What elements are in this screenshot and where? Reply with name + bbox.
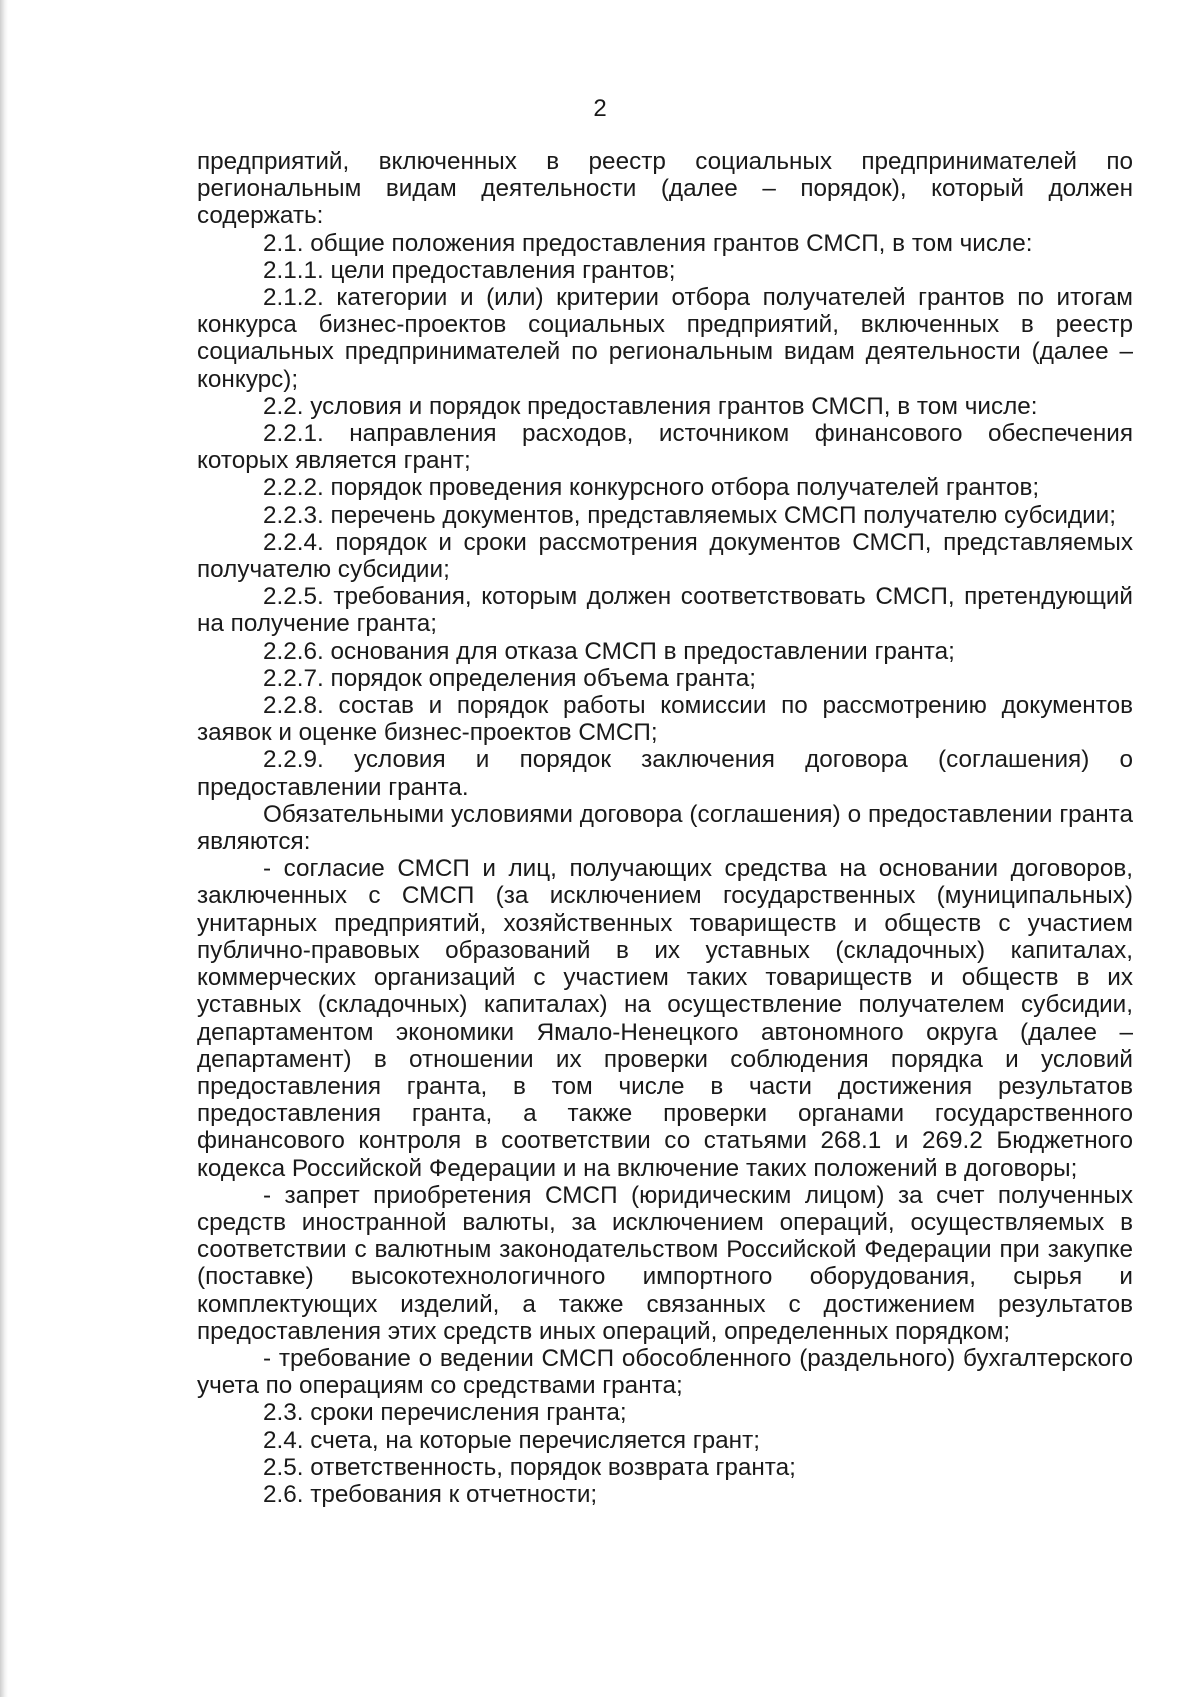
paragraph-2-2-6: 2.2.6. основания для отказа СМСП в предоставлении гранта; <box>263 637 955 665</box>
paragraph-2-2-9: 2.2.9. условия и порядок заключения договора (соглашения) о предоставлении гранта. <box>197 746 1133 801</box>
paragraph-2-3: 2.3. сроки перечисления гранта; <box>263 1399 627 1427</box>
paragraph-2-2-4: 2.2.4. порядок и сроки рассмотрения документов СМСП, представляемых получателю субсидии; <box>197 528 1133 584</box>
page-number: 2 <box>593 95 607 122</box>
paragraph-2-5: 2.5. ответственность, порядок возврата гранта; <box>263 1453 796 1481</box>
paragraph-2-2-2: 2.2.2. порядок проведения конкурсного отбора получателей грантов; <box>263 474 1040 502</box>
paragraph-2-2-5: 2.2.5. требования, которым должен соответствовать СМСП, претендующий на получение гранта; <box>197 583 1133 638</box>
paragraph-continuation: предприятий, включенных в реестр социальных предпринимателей по региональным видам деятельности (далее – порядок), который должен содержать: <box>197 148 1133 230</box>
paragraph-2-1-2: 2.1.2. категории и (или) критерии отбора получателей грантов по итогам конкурса бизнес-проектов социальных предприятий, включенных в реестр социальных предпринимателей по региональным видам деятельности (далее – конкурс); <box>197 284 1133 393</box>
paragraph-2-6: 2.6. требования к отчетности; <box>263 1480 598 1508</box>
paragraph-2-2: 2.2. условия и порядок предоставления грантов СМСП, в том числе: <box>263 392 1038 420</box>
paragraph-2-1: 2.1. общие положения предоставления грантов СМСП, в том числе: <box>263 229 1033 257</box>
paragraph-mandatory-conditions: Обязательными условиями договора (соглашения) о предоставлении гранта являются: <box>197 800 1133 856</box>
paragraph-2-2-7: 2.2.7. порядок определения объема гранта; <box>263 664 757 692</box>
paragraph-2-2-1: 2.2.1. направления расходов, источником финансового обеспечения которых является грант; <box>197 420 1133 475</box>
list-item-currency-ban: - запрет приобретения СМСП (юридическим лицом) за счет полученных средств иностранной валюты, за исключением операций, осуществляемых в соответствии с валютным законодательством Российской Федерации при закупке (поставке) высокотехнологичного импортного оборудования, сырья и комплектующих изделий, а также связанных с достижением результатов предоставления этих средств иных операций, определенных порядком; <box>197 1181 1133 1345</box>
scan-edge-shadow <box>0 0 8 1697</box>
paragraph-2-4: 2.4. счета, на которые перечисляется грант; <box>263 1426 760 1454</box>
document-body <box>197 148 1133 1508</box>
list-item-accounting: - требование о ведении СМСП обособленного (раздельного) бухгалтерского учета по операциям со средствами гранта; <box>197 1344 1133 1400</box>
list-item-consent: - согласие СМСП и лиц, получающих средства на основании договоров, заключенных с СМСП (за исключением государственных (муниципальных) унитарных предприятий, хозяйственных товариществ и обществ с участием публично-правовых образований в их уставных (складочных) капиталах, коммерческих организаций с участием таких товариществ и обществ в их уставных (складочных) капиталах) на осуществление получателем субсидии, департаментом экономики Ямало-Ненецкого автономного округа (далее – департамент) в отношении их проверки соблюдения порядка и условий предоставления гранта, в том числе в части достижения результатов предоставления гранта, а также проверки органами государственного финансового контроля в соответствии со статьями 268.1 и 269.2 Бюджетного кодекса Российской Федерации и на включение таких положений в договоры; <box>197 855 1133 1182</box>
paragraph-2-2-8: 2.2.8. состав и порядок работы комиссии по рассмотрению документов заявок и оценке бизнес-проектов СМСП; <box>197 692 1133 747</box>
paragraph-2-1-1: 2.1.1. цели предоставления грантов; <box>263 256 676 284</box>
paragraph-2-2-3: 2.2.3. перечень документов, представляемых СМСП получателю субсидии; <box>263 501 1117 529</box>
